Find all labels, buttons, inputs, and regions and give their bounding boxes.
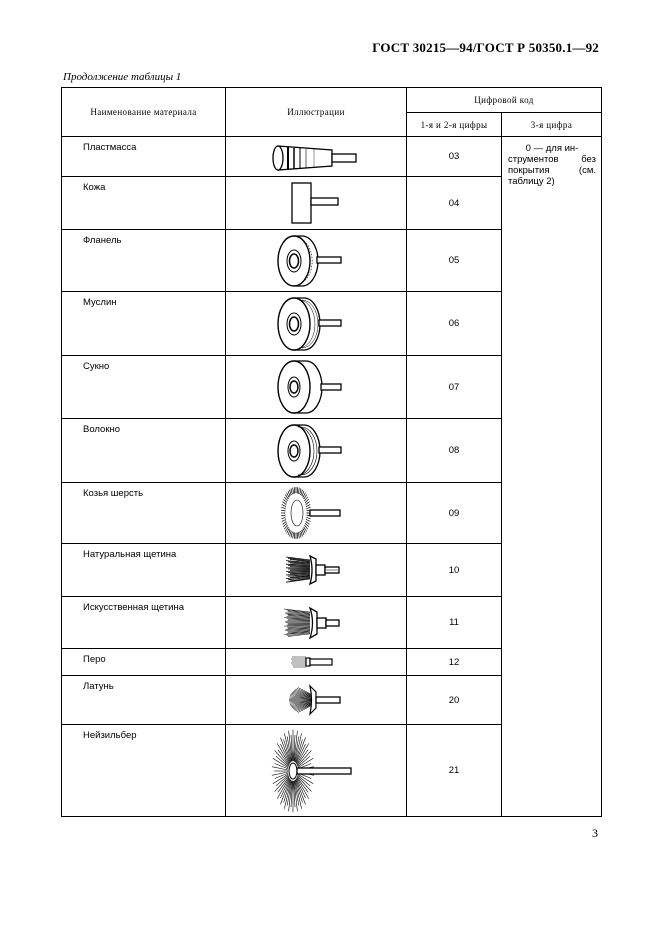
document-header: ГОСТ 30215—94/ГОСТ Р 50350.1—92 — [372, 40, 599, 55]
natural-bristle-brush-icon — [266, 548, 366, 592]
flannel-wheel-icon — [266, 233, 366, 289]
brass-brush-icon — [266, 678, 366, 722]
material-name: Козья шерсть — [62, 483, 226, 544]
material-name: Волокно — [62, 419, 226, 483]
code-digits-1-2: 11 — [407, 597, 502, 649]
material-name: Нейзильбер — [62, 725, 226, 817]
plastic-cylinder-tool-icon — [266, 141, 366, 173]
code-digits-1-2: 05 — [407, 230, 502, 292]
code-digits-1-2: 07 — [407, 356, 502, 419]
leather-t-tool-icon — [266, 181, 366, 225]
materials-table — [61, 87, 602, 817]
material-name: Искусственная щетина — [62, 597, 226, 649]
header-code-digit-3: 3-я цифра — [502, 113, 602, 137]
header-illustrations: Иллюстрации — [226, 88, 407, 137]
page-number: 3 — [592, 826, 598, 840]
nickel-silver-brush-icon — [261, 728, 371, 814]
table-row — [62, 137, 602, 177]
code-digits-1-2: 08 — [407, 419, 502, 483]
feather-brush-icon — [266, 654, 366, 670]
synthetic-bristle-brush-icon — [266, 601, 366, 645]
code-digit-3-note — [502, 137, 602, 817]
code-digits-1-2: 04 — [407, 177, 502, 230]
code-digits-1-2: 21 — [407, 725, 502, 817]
code-digits-1-2: 03 — [407, 137, 502, 177]
code-digits-1-2: 09 — [407, 483, 502, 544]
fiber-wheel-icon — [266, 422, 366, 480]
code-digits-1-2: 06 — [407, 292, 502, 356]
header-code-digits-1-2: 1-я и 2-я цифры — [407, 113, 502, 137]
header-digital-code: Цифровой код — [407, 88, 602, 113]
felt-wheel-icon — [266, 358, 366, 416]
code-digits-1-2: 10 — [407, 544, 502, 597]
material-name: Фланель — [62, 230, 226, 292]
material-name: Кожа — [62, 177, 226, 230]
material-name: Перо — [62, 649, 226, 676]
code-digits-1-2: 20 — [407, 676, 502, 725]
muslin-wheel-icon — [266, 295, 366, 353]
code-digits-1-2: 12 — [407, 649, 502, 676]
material-name: Сукно — [62, 356, 226, 419]
material-name: Муслин — [62, 292, 226, 356]
material-name: Натуральная щетина — [62, 544, 226, 597]
header-material-name: Наименование материала — [62, 88, 226, 137]
table-continuation-label: Продолжение таблицы 1 — [63, 71, 182, 83]
note-line-1: 0 — для ин- — [525, 143, 579, 154]
note-line-rest: струментов без покрытия (см. таблицу 2) — [508, 154, 596, 187]
material-name: Латунь — [62, 676, 226, 725]
goat-hair-brush-icon — [266, 485, 366, 541]
material-name: Пластмасса — [62, 137, 226, 177]
